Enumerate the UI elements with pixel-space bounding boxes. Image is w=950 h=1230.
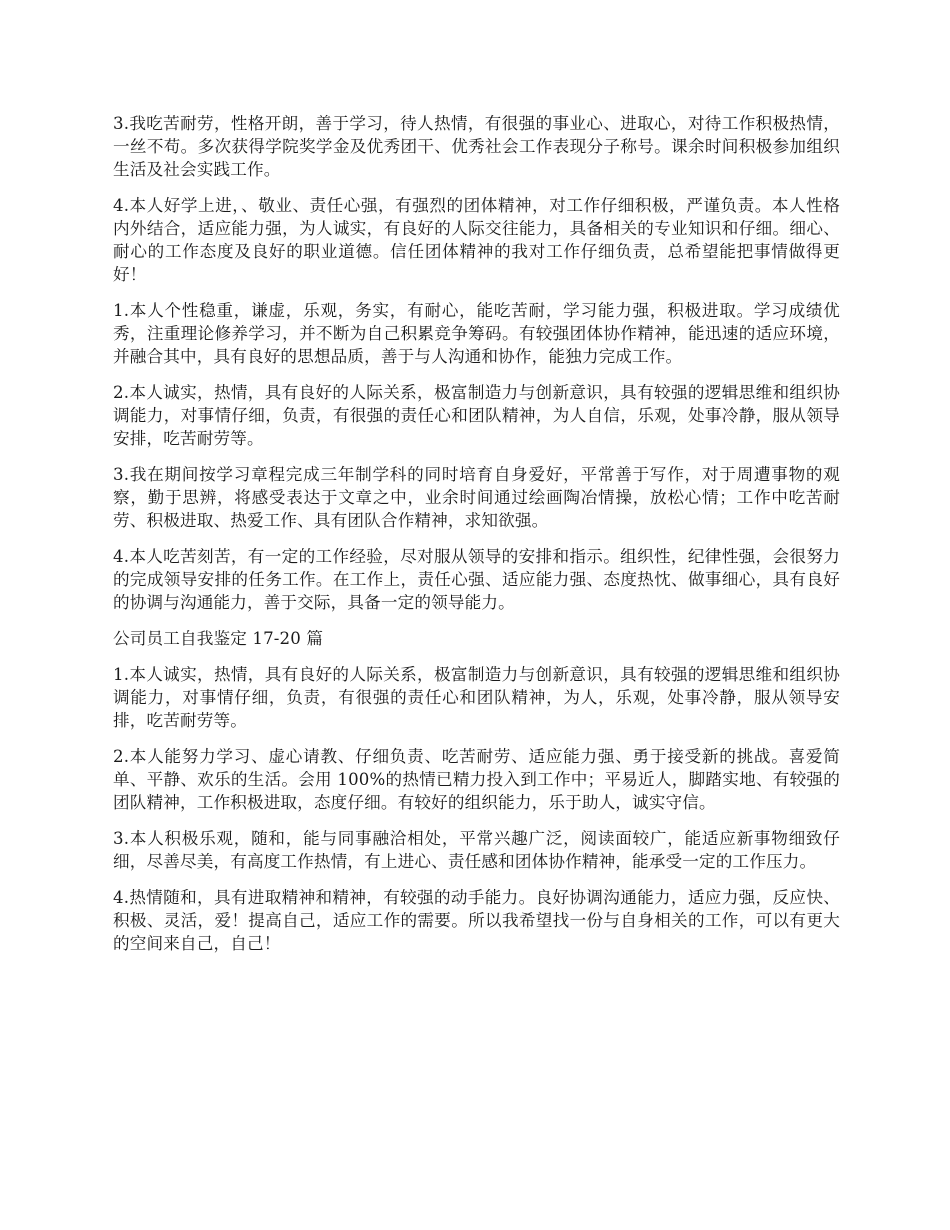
paragraph-a-6: 4.本人吃苦刻苦，有一定的工作经验，尽对服从领导的安排和指示。组织性，纪律性强，会很努力的完成领导安排的任务工作。在工作上，责任心强、适应能力强、态度热忱、做事细心，具有良好的协调与沟通能力，善于交际，具备一定的领导能力。: [113, 547, 840, 612]
paragraph-a-1: 3.我吃苦耐劳，性格开朗，善于学习，待人热情，有很强的事业心、进取心，对待工作积极热情，一丝不苟。多次获得学院奖学金及优秀团干、优秀社会工作表现分子称号。课余时间积极参加组织生活及社会实践工作。: [113, 114, 840, 179]
section-heading: 公司员工自我鉴定 17-20 篇: [113, 629, 324, 648]
paragraph-a-5: 3.我在期间按学习章程完成三年制学科的同时培育自身爱好，平常善于写作，对于周遭事物的观察，勤于思辨，将感受表达于文章之中，业余时间通过绘画陶冶情操，放松心情；工作中吃苦耐劳、积极进取、热爱工作、具有团队合作精神，求知欲强。: [113, 465, 840, 530]
paragraph-a-3: 1.本人个性稳重，谦虚，乐观，务实，有耐心，能吃苦耐，学习能力强，积极进取。学习成绩优秀，注重理论修养学习，并不断为自己积累竞争筹码。有较强团体协作精神，能迅速的适应环境，并融合其中，具有良好的思想品质，善于与人沟通和协作，能独力完成工作。: [113, 301, 840, 366]
document-body: [113, 112, 840, 968]
paragraph-b-4: 4.热情随和，具有进取精神和精神，有较强的动手能力。良好协调沟通能力，适应力强，反应快、积极、灵活，爱！提高自己，适应工作的需要。所以我希望找一份与自身相关的工作，可以有更大的空间来自己，自己！: [113, 888, 840, 953]
paragraph-a-2: 4.本人好学上进，、敬业、责任心强，有强烈的团体精神，对工作仔细积极，严谨负责。本人性格内外结合，适应能力强，为人诚实，有良好的人际交往能力，具备相关的专业知识和仔细。细心、耐心的工作态度及良好的职业道德。信任团体精神的我对工作仔细负责，总希望能把事情做得更好！: [113, 196, 840, 284]
paragraph-a-4: 2.本人诚实，热情，具有良好的人际关系，极富制造力与创新意识，具有较强的逻辑思维和组织协调能力，对事情仔细，负责，有很强的责任心和团队精神，为人自信，乐观，处事冷静，服从领导安排，吃苦耐劳等。: [113, 383, 840, 448]
paragraph-b-2: 2.本人能努力学习、虚心请教、仔细负责、吃苦耐劳、适应能力强、勇于接受新的挑战。喜爱简单、平静、欢乐的生活。会用 100%的热情已精力投入到工作中；平易近人，脚踏实地、有较强的团队精神，工作积极进取，态度仔细。有较好的组织能力，乐于助人，诚实守信。: [113, 747, 840, 812]
paragraph-b-1: 1.本人诚实，热情，具有良好的人际关系，极富制造力与创新意识，具有较强的逻辑思维和组织协调能力，对事情仔细，负责，有很强的责任心和团队精神，为人，乐观，处事冷静，服从领导安排，吃苦耐劳等。: [113, 665, 840, 730]
paragraph-b-3: 3.本人积极乐观，随和，能与同事融洽相处，平常兴趣广泛，阅读面较广，能适应新事物细致仔细，尽善尽美，有高度工作热情，有上进心、责任感和团体协作精神，能承受一定的工作压力。: [113, 829, 840, 871]
